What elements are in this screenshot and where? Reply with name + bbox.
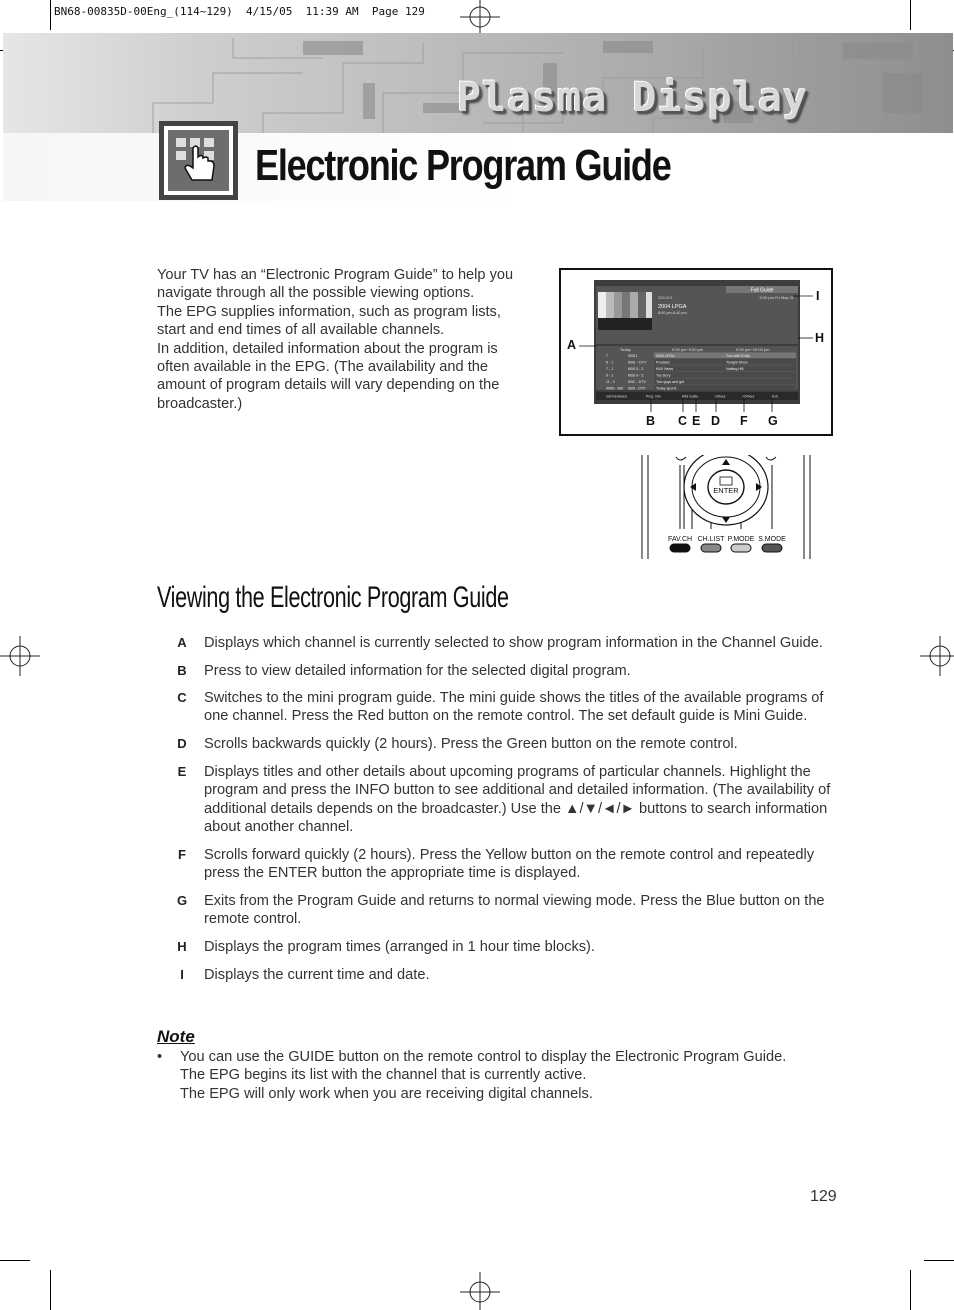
registration-mark-right: [920, 636, 954, 676]
callout-e: E: [692, 414, 701, 428]
epg-row: [606, 385, 796, 391]
callout-f: F: [740, 414, 748, 428]
epg-row: [606, 379, 796, 385]
legend-description: Scrolls backwards quickly (2 hours). Press the Green button on the remote control.: [204, 736, 738, 752]
legend-description: Press to view detailed information for the selected digital program.: [204, 663, 631, 679]
epg-row-program-2: Notting Hill: [726, 367, 744, 371]
epg-row-channel-name: KBS 0 - 2: [628, 373, 644, 378]
plasma-display-banner: [3, 33, 953, 133]
legend-description: Switches to the mini program guide. The mini guide shows the titles of the available programs of one channel. Press the Red button on the remote control. The set default guide is Mini Guide.: [204, 690, 824, 725]
crop-mark-bottom-left-h: [0, 1260, 30, 1261]
registration-mark-bottom: [460, 1272, 500, 1310]
epg-clock: 9:00 pm Fri May 31: [759, 295, 794, 300]
epg-row-background: [654, 366, 796, 372]
crop-mark-bottom-right-h: [924, 1260, 954, 1261]
legend-description: Exits from the Program Guide and returns to normal viewing mode. Press the Blue button on the remote control.: [204, 893, 825, 928]
epg-program-title: 2004 LPGA: [658, 304, 687, 310]
crop-mark-top-left-v: [50, 0, 51, 30]
legend-letter: H: [177, 939, 187, 954]
remote-color-button[interactable]: [731, 544, 751, 552]
epg-footer-item: Mini Guide: [682, 394, 699, 399]
epg-row-program-1: Toy story: [656, 373, 671, 378]
epg-screen: [594, 280, 800, 404]
epg-footer-item: Prog. Info: [646, 394, 661, 399]
page-number: 129: [810, 1188, 837, 1205]
intro-paragraph-3: In addition, detailed information about the program is often available in the EPG. (The availability and the amount of program details will vary depending on the broadcaster.): [157, 340, 500, 412]
remote-button-label: CH.LIST: [697, 536, 725, 543]
remote-button-label: FAV.CH: [667, 536, 693, 543]
epg-row-background: [654, 353, 796, 359]
epg-row: [606, 353, 796, 359]
note-bullet: •: [157, 1049, 163, 1065]
legend-letter: E: [177, 764, 187, 779]
epg-row-channel-name: KBC - DTV: [628, 380, 646, 384]
epg-today: Today: [620, 347, 631, 352]
legend-letter: C: [177, 690, 187, 705]
callout-g: G: [768, 414, 778, 428]
callout-a: A: [567, 338, 577, 352]
remote-color-button[interactable]: [762, 544, 782, 552]
print-file-header: BN68-00835D-00Eng_(114~129) 4/15/05 11:39 AM Page 129: [54, 5, 425, 18]
epg-row-channel-number: 7: [606, 354, 608, 358]
note-line-3: The EPG will only work when you are receiving digital channels.: [180, 1085, 593, 1102]
legend-description: Displays titles and other details about upcoming programs of particular channels. Highlight the program and press the INFO button to see additional and detailed information. (The availability of additional details depends on the broadcaster.) Use the ▲/▼/◄/► buttons to search information about another channel.: [204, 764, 831, 836]
epg-screen-figure: [559, 268, 833, 436]
epg-time-block-1: 9:00 pm~9:00 pm: [672, 347, 704, 352]
epg-row-channel-number: 6 - 1: [606, 360, 614, 365]
legend-letter: F: [178, 847, 186, 862]
epg-row-program-2: Tonight Show: [726, 360, 748, 365]
epg-footer-item: Get Renewed: [606, 394, 627, 399]
remote-color-button[interactable]: [670, 544, 690, 552]
intro-text: [157, 266, 529, 413]
crop-mark-bottom-left-v: [50, 1270, 51, 1310]
crop-mark-top-right-v: [910, 0, 911, 30]
epg-row: [606, 359, 796, 365]
remote-color-button[interactable]: [701, 544, 721, 552]
banner-title: Plasma Display: [456, 75, 808, 121]
legend-letter: A: [177, 635, 187, 650]
crop-mark-bottom-right-v: [910, 1270, 911, 1310]
legend-description: Displays the program times (arranged in 1 hour time blocks).: [204, 939, 595, 955]
epg-time-block-2: 9:00 pm~10:00 pm: [736, 347, 770, 352]
callout-b: B: [646, 414, 656, 428]
registration-mark-top: [460, 0, 500, 37]
intro-paragraph-2: The EPG supplies information, such as program lists, start and end times of all available channels.: [157, 303, 501, 339]
callout-d: D: [711, 414, 721, 428]
epg-row-channel-name: SBS - DTV: [628, 386, 646, 391]
note-label: Note: [157, 1027, 195, 1046]
guide-hand-icon: [159, 121, 238, 200]
note-line-2: The EPG begins its list with the channel that is currently active.: [180, 1067, 587, 1084]
epg-row-channel-number: 9 - 1: [606, 373, 614, 378]
epg-row-program-1: 2004 LPGA: [656, 354, 675, 358]
epg-row-channel-number: 9999 - 999: [606, 386, 624, 391]
epg-row-channel-name: KBS1: [628, 354, 638, 358]
registration-mark-left: [0, 636, 40, 676]
legend-description: Scrolls forward quickly (2 hours). Press the Yellow button on the remote control and repeatedly press the ENTER button the appropriate time is displayed.: [204, 847, 815, 882]
epg-channel: 333-001: [658, 295, 673, 300]
legend-description: Displays which channel is currently selected to show program information in the Channel Guide.: [204, 635, 823, 651]
epg-row: [606, 366, 796, 372]
epg-row: [606, 372, 796, 378]
epg-row-program-1: KBS News: [656, 367, 674, 371]
epg-row-background: [654, 372, 796, 378]
note-line-1: You can use the GUIDE button on the remote control to display the Electronic Program Guide.: [180, 1049, 787, 1065]
epg-footer-item: Exit: [772, 394, 778, 399]
epg-row-channel-name: KBS 0 - 2: [628, 367, 644, 371]
page-title: Electronic Program Guide: [255, 141, 671, 190]
callout-c: C: [678, 414, 688, 428]
remote-control-illustration: [640, 455, 812, 559]
enter-button-label: ENTER: [713, 486, 739, 495]
callout-i: I: [816, 289, 820, 303]
epg-row-channel-number: 7 - 1: [606, 367, 614, 371]
legend-letter: G: [176, 893, 188, 908]
epg-program-time: 8:00 pm-8:40 pm: [658, 311, 687, 315]
legend-description: Displays the current time and date.: [204, 967, 430, 983]
epg-row-background: [654, 359, 796, 365]
remote-button-label: P.MODE: [727, 536, 755, 543]
epg-row-channel-number: 11 - 1: [606, 380, 615, 384]
epg-row-channel-name: KBS – DTV: [628, 360, 647, 365]
legend-letter: B: [177, 663, 187, 678]
epg-footer-item: +24hour: [742, 394, 755, 399]
epg-footer-item: -24hour: [714, 394, 726, 399]
legend-letter: I: [180, 967, 184, 982]
note-body: [157, 1048, 847, 1103]
epg-header: Full Guide: [750, 287, 774, 294]
intro-paragraph-1: Your TV has an “Electronic Program Guide” to help you navigate through all the possible viewing options.: [157, 267, 514, 302]
epg-row-program-2: Tom with Emily: [726, 354, 750, 358]
epg-screen-graphic: [594, 280, 800, 404]
callout-h: H: [815, 331, 825, 345]
legend-letter: D: [177, 736, 187, 751]
epg-row-program-1: Predator: [656, 360, 670, 365]
remote-button-label: S.MODE: [758, 536, 786, 543]
epg-row-program-1: Today sports: [656, 386, 677, 391]
epg-row-program-1: Two guys and girl: [656, 380, 684, 384]
section-title: Viewing the Electronic Program Guide: [157, 581, 509, 614]
